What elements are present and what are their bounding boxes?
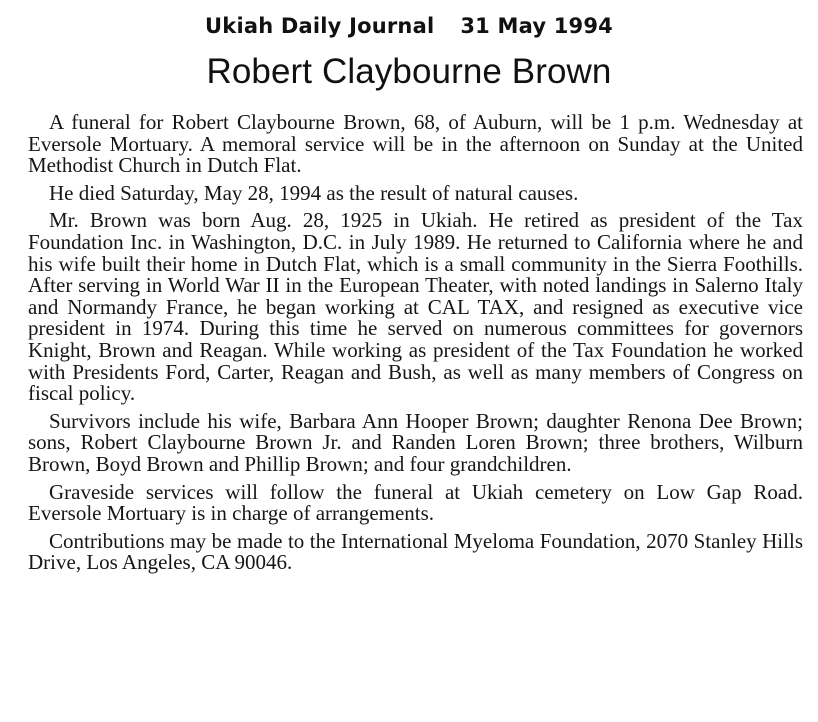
publication-name: Ukiah Daily Journal xyxy=(205,14,435,38)
paragraph-contributions: Contributions may be made to the International Myeloma Foundation, 2070 Stanley Hills Drive, Los Angeles, CA 90046. xyxy=(28,528,803,575)
article-body xyxy=(28,112,803,580)
paragraph-survivors: Survivors include his wife, Barbara Ann Hooper Brown; daughter Renona Dee Brown; sons, Robert Claybourne Brown Jr. and Randen Loren Brown; three brothers, Wilburn Brown, Boyd Brown and Phillip Brown; and four grandchildren. xyxy=(28,408,803,476)
source-line xyxy=(0,14,818,38)
headline: Robert Claybourne Brown xyxy=(206,52,612,91)
paragraph-biography: Mr. Brown was born Aug. 28, 1925 in Ukiah. He retired as president of the Tax Foundation Inc. in Washington, D.C. in July 1989. He returned to California where he and his wife built their home in Dutch Flat, which is a small community in the Sierra Foothills. After serving in World War II in the European Theater, with noted landings in Salerno Italy and Normandy France, he began working at CAL TAX, and resigned as executive vice president in 1974. During this time he served on numerous committees for governors Knight, Brown and Reagan. While working as president of the Tax Foundation he worked with Presidents Ford, Carter, Reagan and Bush, as well as many members of Congress on fiscal policy. xyxy=(28,208,803,406)
paragraph-graveside: Graveside services will follow the funeral at Ukiah cemetery on Low Gap Road. Eversole Mortuary is in charge of arrangements. xyxy=(28,479,803,526)
publication-date: 31 May 1994 xyxy=(460,14,613,38)
paragraph-funeral: A funeral for Robert Claybourne Brown, 68, of Auburn, will be 1 p.m. Wednesday at Eversole Mortuary. A memoral service will be in the afternoon on Sunday at the United Methodist Church in Dutch Flat. xyxy=(28,110,803,178)
paragraph-death: He died Saturday, May 28, 1994 as the result of natural causes. xyxy=(49,180,579,205)
